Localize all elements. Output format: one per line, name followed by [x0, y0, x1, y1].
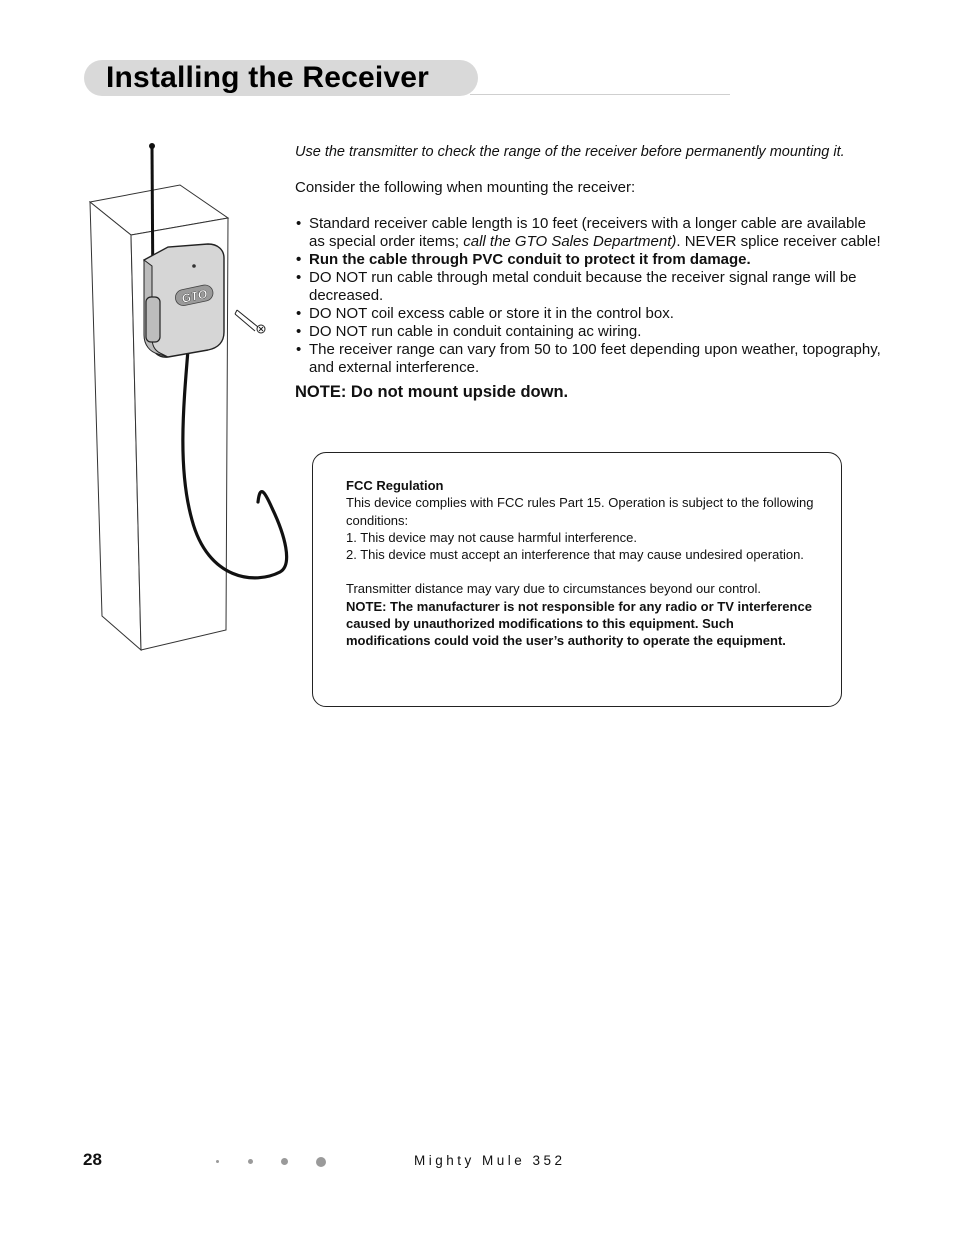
page-title: Installing the Receiver — [106, 61, 430, 94]
fcc-disclaimer: NOTE: The manufacturer is not responsible for any radio or TV interference caused by unauthorized modifications to this equipment. Such modifications could void the user’s authority to operate the equipment. — [346, 598, 812, 649]
product-name: Mighty Mule 352 — [414, 1153, 566, 1168]
list-item: • Run the cable through PVC conduit to protect it from damage. — [295, 251, 885, 269]
receiver-mounting-illustration — [80, 140, 300, 660]
title-rule — [470, 94, 730, 95]
list-item: • DO NOT run cable through metal conduit because the receiver signal range will be decreased. — [295, 269, 885, 305]
intro-text: Use the transmitter to check the range of the receiver before permanently mounting it. — [295, 144, 845, 160]
fcc-regulation-text — [346, 477, 816, 650]
page-number: 28 — [83, 1150, 102, 1169]
footer-dots — [210, 1152, 340, 1172]
fcc-condition-1: 1. This device may not cause harmful interference. — [346, 529, 637, 545]
list-item: • The receiver range can vary from 50 to 100 feet depending upon weather, topography, and external interference. — [295, 341, 885, 377]
list-item: • Standard receiver cable length is 10 feet (receivers with a longer cable are available as special order items; call the GTO Sales Department). NEVER splice receiver cable! — [295, 215, 885, 251]
fcc-body: This device complies with FCC rules Part 15. Operation is subject to the following conditions: — [346, 495, 814, 528]
mounting-considerations-list — [295, 215, 885, 377]
fcc-condition-2: 2. This device must accept an interference that may cause undesired operation. — [346, 547, 804, 563]
svg-text:GTO: GTO — [180, 286, 209, 306]
consider-text: Consider the following when mounting the receiver: — [295, 179, 636, 196]
fcc-heading: FCC Regulation — [346, 478, 444, 493]
antenna-housing — [146, 297, 160, 342]
list-item: • DO NOT coil excess cable or store it in the control box. — [295, 305, 885, 323]
list-item: • DO NOT run cable in conduit containing ac wiring. — [295, 323, 885, 341]
instructions — [295, 143, 885, 403]
mounting-screw — [235, 310, 265, 333]
mounting-note: NOTE: Do not mount upside down. — [295, 383, 569, 401]
fcc-distance: Transmitter distance may vary due to circumstances beyond our control. — [346, 581, 761, 597]
